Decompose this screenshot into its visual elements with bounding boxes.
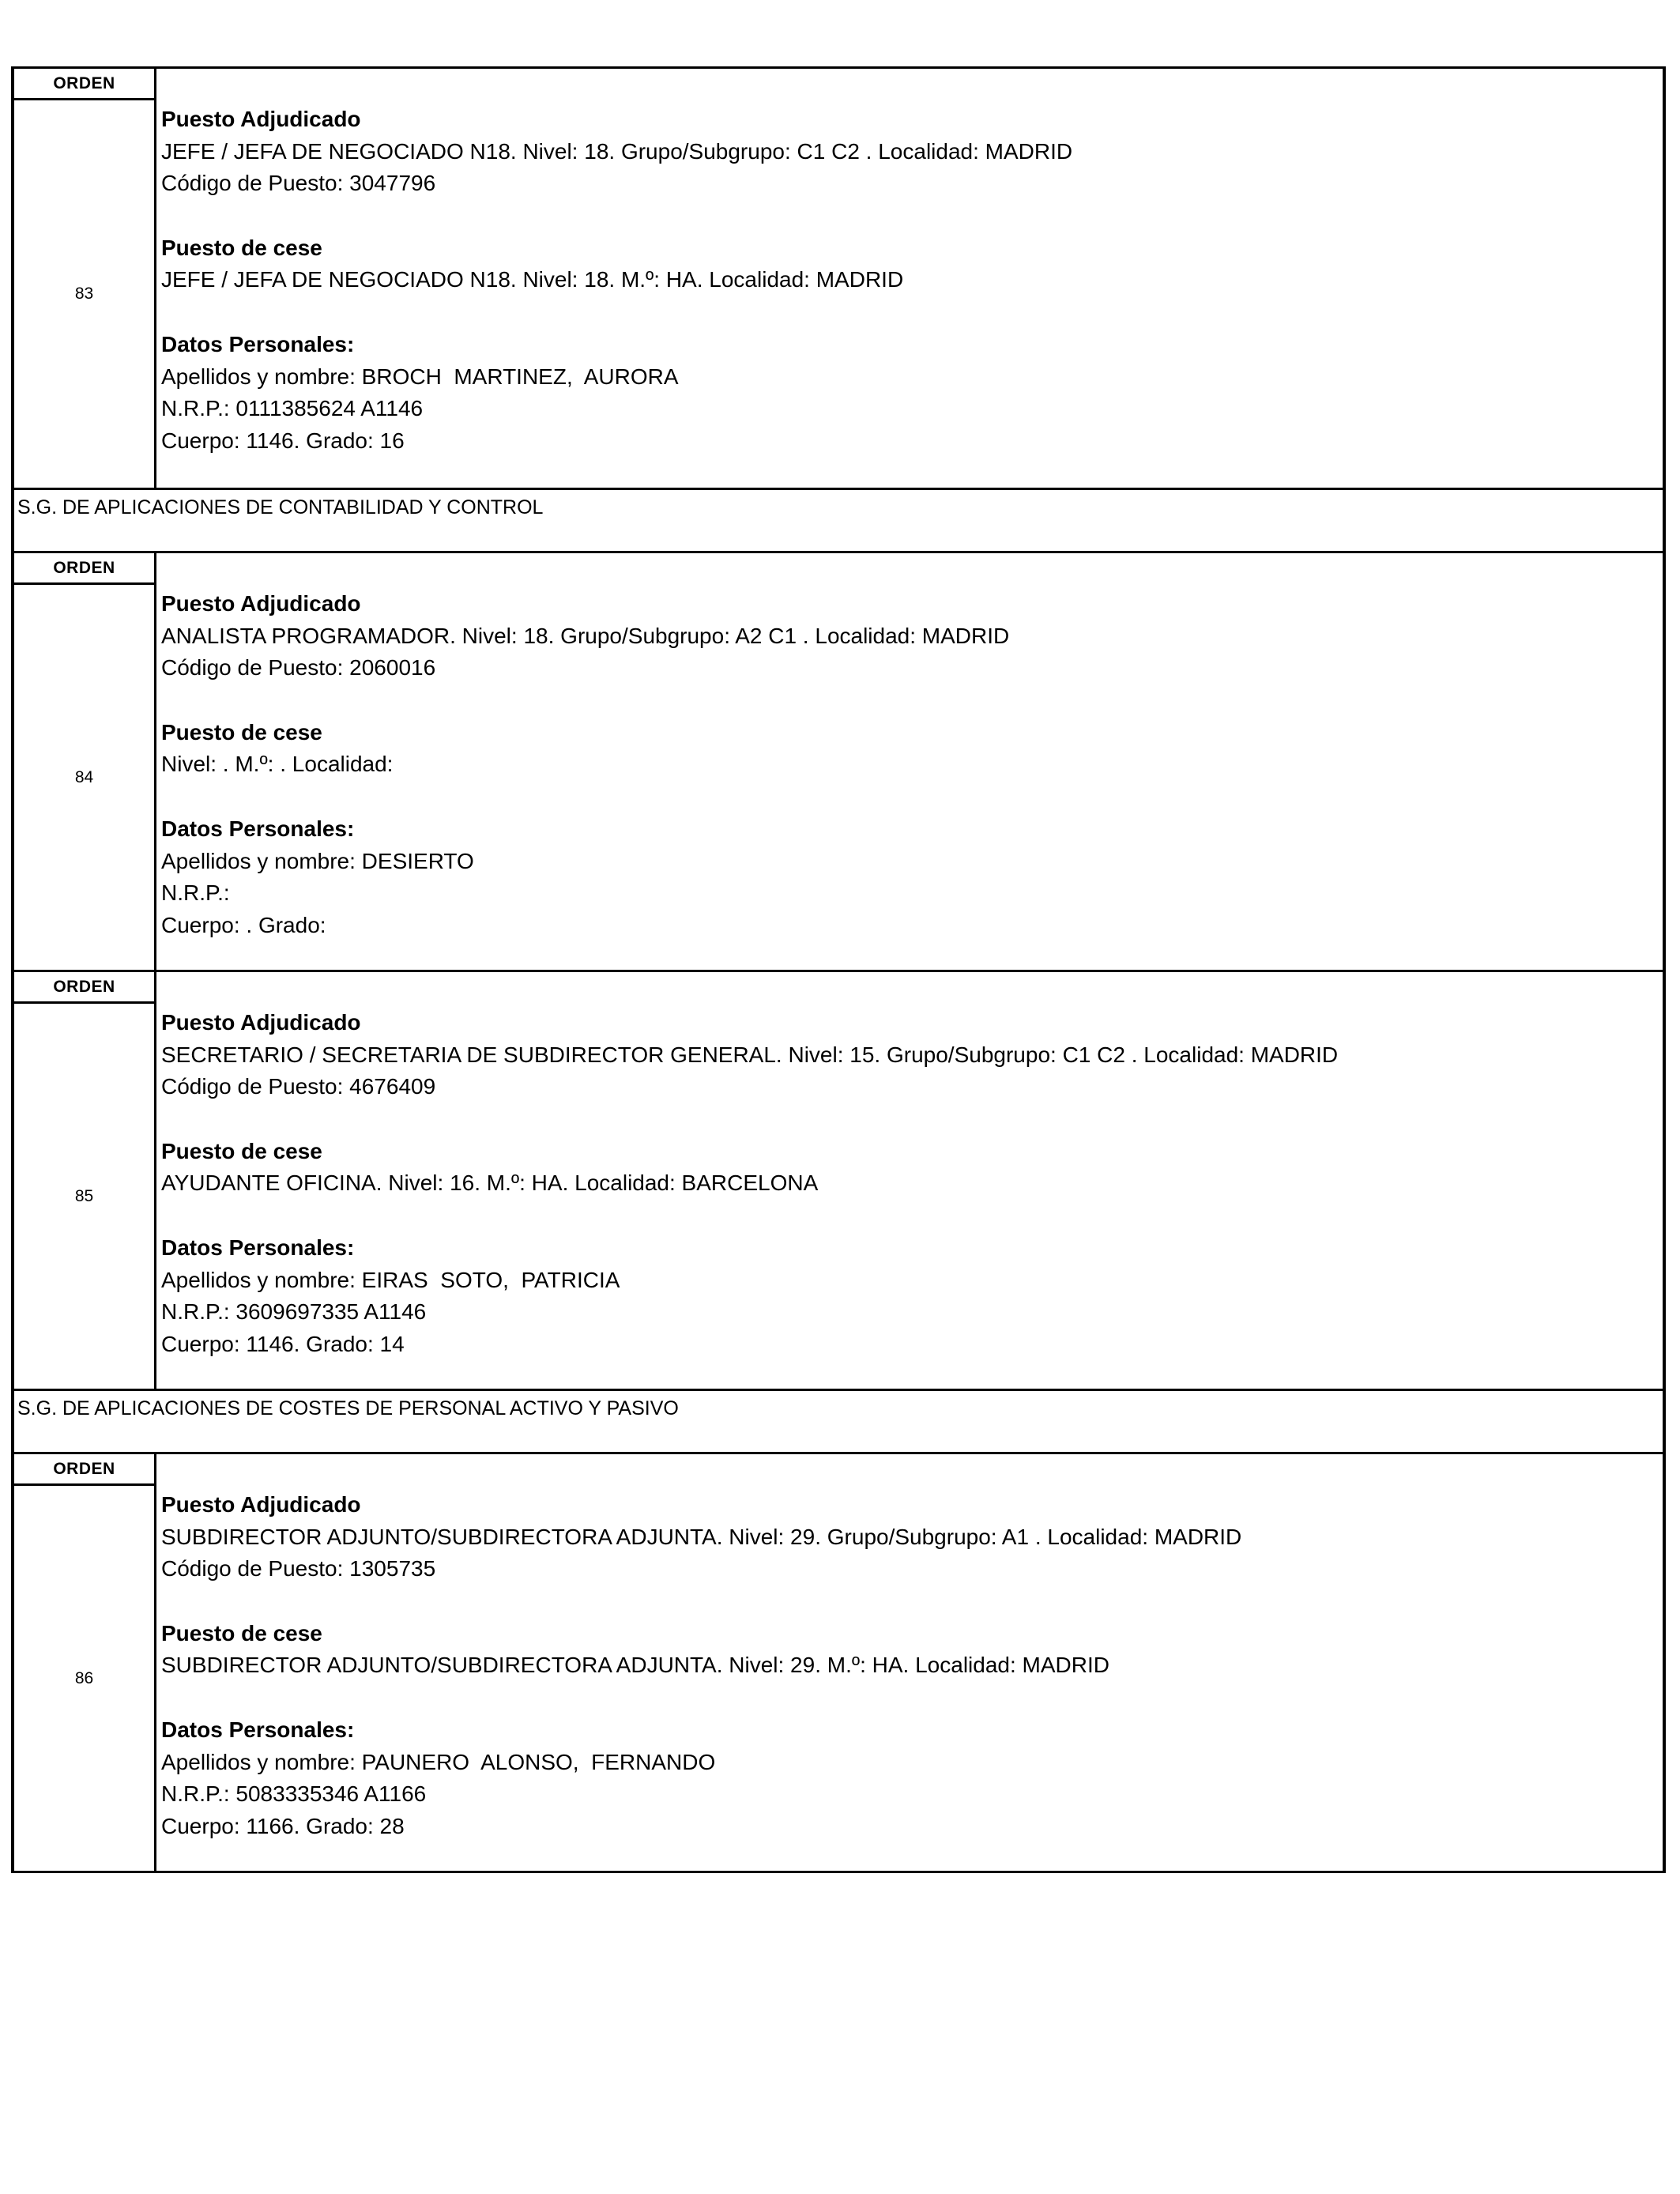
orden-number: 83 [74, 285, 94, 303]
cuerpo-grado: Cuerpo: 1146. Grado: 14 [161, 1331, 405, 1356]
puesto-cese-desc: Nivel: . M.º: . Localidad: [161, 752, 394, 777]
orden-number: 86 [74, 1668, 94, 1687]
puesto-cese-desc: JEFE / JEFA DE NEGOCIADO N18. Nivel: 18. M.º: HA. Localidad: MADRID [161, 267, 904, 292]
datos-personales-heading: Datos Personales: [161, 331, 355, 356]
apellidos-nombre: Apellidos y nombre: PAUNERO ALONSO, FERNANDO [161, 1749, 716, 1774]
record-content [156, 1454, 1663, 1871]
orden-number: 84 [74, 767, 94, 786]
puesto-adjudicado-desc: SECRETARIO / SECRETARIA DE SUBDIRECTOR GENERAL. Nivel: 15. Grupo/Subgrupo: C1 C2 . Localidad: MADRID [161, 1042, 1339, 1067]
apellidos-nombre: Apellidos y nombre: EIRAS SOTO, PATRICIA [161, 1267, 620, 1292]
puesto-adjudicado-heading: Puesto Adjudicado [161, 1492, 361, 1517]
document-table [11, 66, 1666, 1873]
record-86 [14, 1452, 1663, 1871]
puesto-cese-heading: Puesto de cese [161, 1138, 322, 1163]
nrp: N.R.P.: 0111385624 A1146 [161, 396, 424, 421]
puesto-adjudicado-desc: SUBDIRECTOR ADJUNTO/SUBDIRECTORA ADJUNTA. Nivel: 29. Grupo/Subgrupo: A1 . Localidad: MADRID [161, 1524, 1242, 1549]
puesto-adjudicado-desc: ANALISTA PROGRAMADOR. Nivel: 18. Grupo/Subgrupo: A2 C1 . Localidad: MADRID [161, 623, 1010, 648]
puesto-cese-heading: Puesto de cese [161, 1620, 322, 1646]
record-83 [14, 69, 1663, 488]
codigo-puesto: Código de Puesto: 3047796 [161, 171, 436, 196]
puesto-cese-heading: Puesto de cese [161, 719, 322, 745]
orden-column [14, 69, 156, 488]
cuerpo-grado: Cuerpo: 1166. Grado: 28 [161, 1813, 405, 1838]
record-content [156, 972, 1663, 1389]
cuerpo-grado: Cuerpo: 1146. Grado: 16 [161, 428, 405, 453]
codigo-puesto: Código de Puesto: 1305735 [161, 1556, 436, 1581]
codigo-puesto: Código de Puesto: 2060016 [161, 655, 436, 680]
puesto-adjudicado-heading: Puesto Adjudicado [161, 107, 361, 131]
orden-column [14, 1454, 156, 1871]
record-content [156, 69, 1663, 488]
nrp: N.R.P.: [161, 880, 230, 906]
orden-header: ORDEN [14, 553, 154, 585]
puesto-adjudicado-heading: Puesto Adjudicado [161, 591, 361, 616]
section-heading: S.G. DE APLICACIONES DE COSTES DE PERSONAL ACTIVO Y PASIVO [14, 1389, 1663, 1452]
apellidos-nombre: Apellidos y nombre: DESIERTO [161, 848, 474, 873]
codigo-puesto: Código de Puesto: 4676409 [161, 1074, 436, 1099]
puesto-cese-heading: Puesto de cese [161, 235, 322, 260]
cuerpo-grado: Cuerpo: . Grado: [161, 912, 326, 937]
orden-column [14, 972, 156, 1389]
puesto-adjudicado-heading: Puesto Adjudicado [161, 1010, 361, 1035]
puesto-cese-desc: SUBDIRECTOR ADJUNTO/SUBDIRECTORA ADJUNTA. Nivel: 29. M.º: HA. Localidad: MADRID [161, 1653, 1109, 1678]
record-content [156, 553, 1663, 970]
puesto-adjudicado-desc: JEFE / JEFA DE NEGOCIADO N18. Nivel: 18. Grupo/Subgrupo: C1 C2 . Localidad: MADRID [161, 138, 1073, 164]
nrp: N.R.P.: 3609697335 A1146 [161, 1299, 427, 1325]
datos-personales-heading: Datos Personales: [161, 1717, 355, 1742]
apellidos-nombre: Apellidos y nombre: BROCH MARTINEZ, AURORA [161, 364, 679, 389]
puesto-cese-desc: AYUDANTE OFICINA. Nivel: 16. M.º: HA. Localidad: BARCELONA [161, 1171, 819, 1196]
orden-column [14, 553, 156, 970]
nrp: N.R.P.: 5083335346 A1166 [161, 1781, 427, 1807]
datos-personales-heading: Datos Personales: [161, 816, 355, 841]
section-heading: S.G. DE APLICACIONES DE CONTABILIDAD Y CONTROL [14, 488, 1663, 551]
datos-personales-heading: Datos Personales: [161, 1235, 355, 1260]
record-84 [14, 551, 1663, 970]
orden-header: ORDEN [14, 972, 154, 1004]
orden-header: ORDEN [14, 1454, 154, 1486]
orden-number: 85 [74, 1186, 94, 1205]
orden-header: ORDEN [14, 69, 154, 100]
record-85 [14, 970, 1663, 1389]
